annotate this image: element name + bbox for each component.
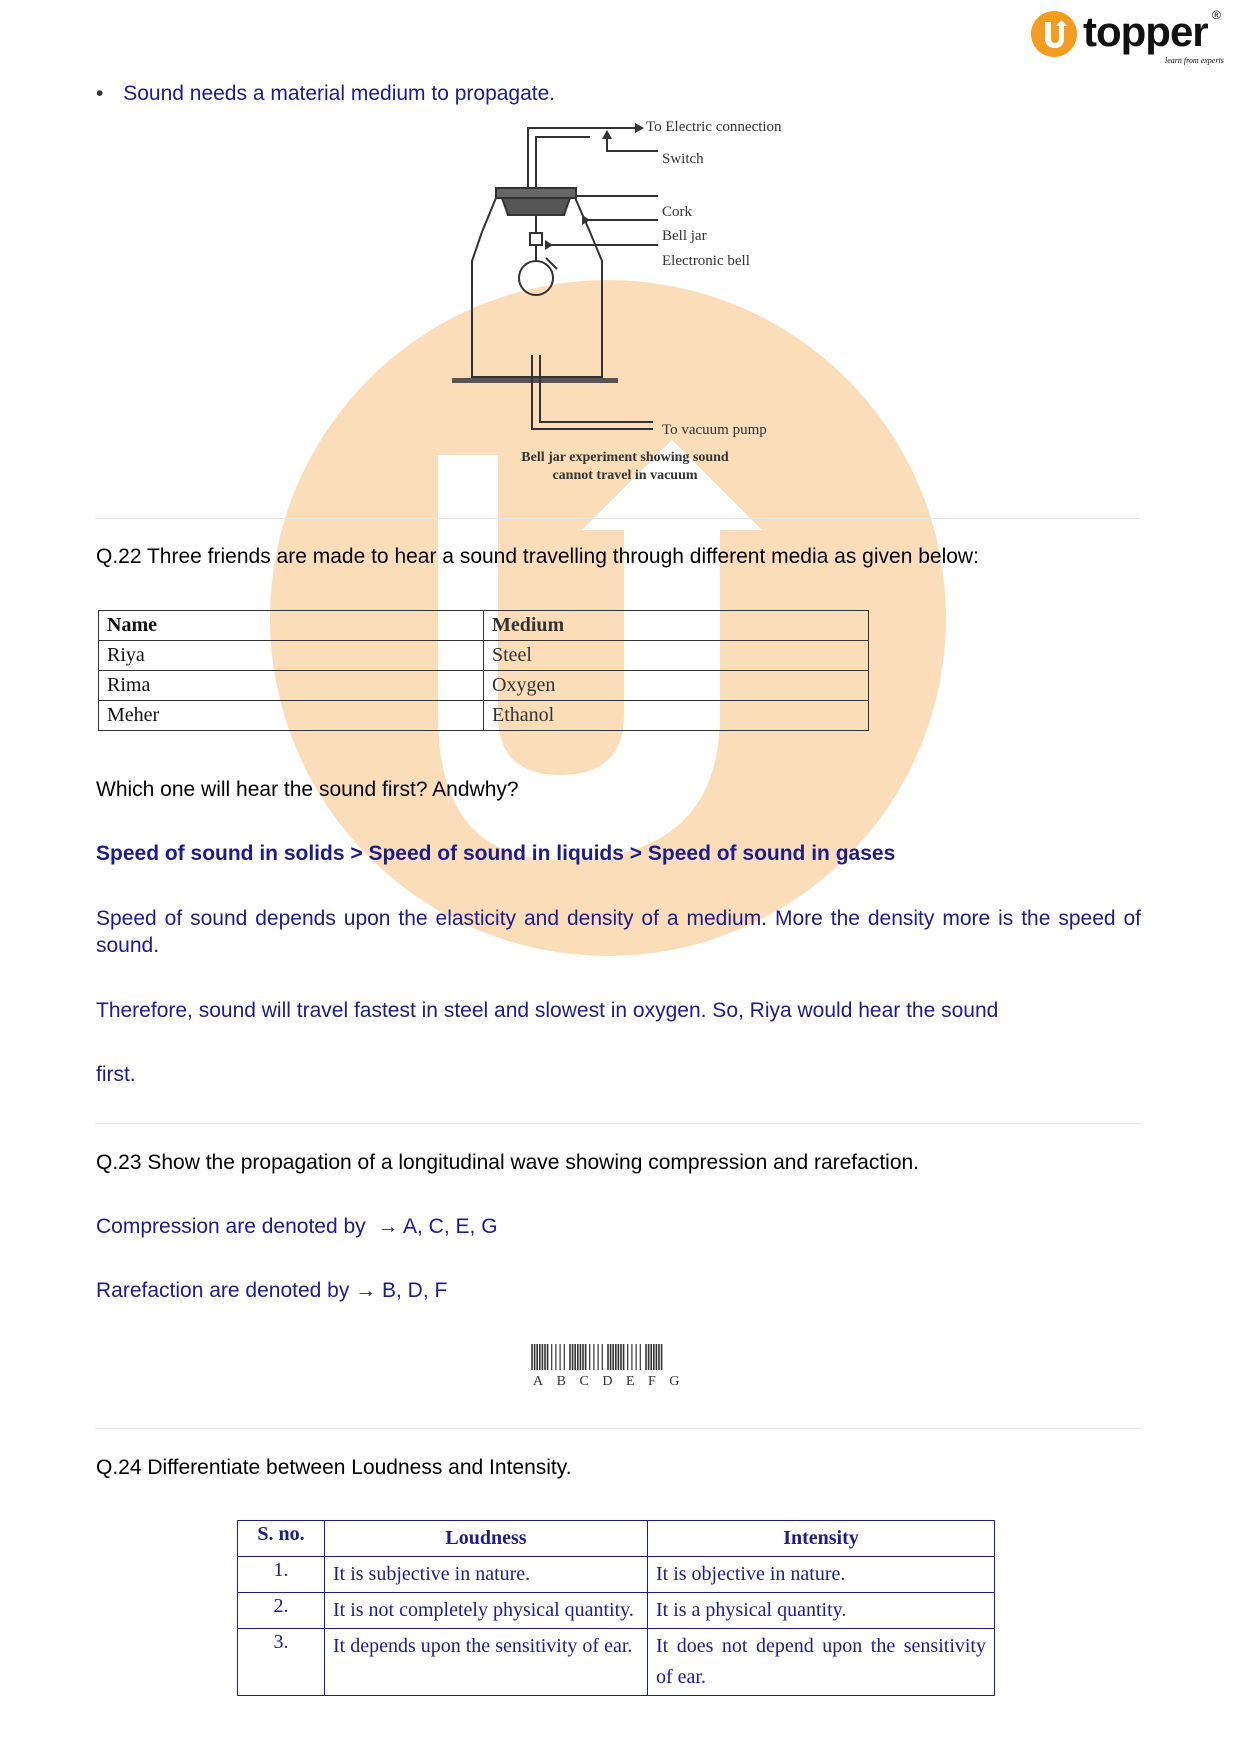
label-switch: Switch: [662, 151, 704, 167]
separator-1: [95, 518, 1140, 519]
cell-intensity: It does not depend upon the sensitivity of ear.: [648, 1629, 995, 1696]
header-intensity: Intensity: [648, 1521, 995, 1557]
cell-intensity: It is objective in nature.: [648, 1557, 995, 1593]
wave-label: F: [648, 1374, 657, 1389]
cell-sno: 3.: [238, 1629, 325, 1696]
table-header-row: [238, 1521, 995, 1557]
cell-intensity: It is a physical quantity.: [648, 1593, 995, 1629]
table-row: [99, 671, 869, 701]
q22-followup: Which one will hear the sound first? Andwhy?: [96, 778, 519, 801]
table-row: [238, 1557, 995, 1593]
cell-name: Rima: [99, 671, 484, 701]
q22-answer-paragraph-3: first.: [96, 1063, 136, 1086]
figure-caption-line-1: Bell jar experiment showing sound: [521, 450, 729, 465]
wave-label: E: [625, 1374, 636, 1389]
q22-question: Q.22 Three friends are made to hear a sound travelling through different media as given below:: [96, 545, 979, 568]
label-cork: Cork: [662, 204, 692, 220]
q24-question: Q.24 Differentiate between Loudness and Intensity.: [96, 1456, 572, 1479]
cell-sno: 2.: [238, 1593, 325, 1629]
header-sno: S. no.: [238, 1521, 325, 1557]
cell-loudness: It is subjective in nature.: [325, 1557, 648, 1593]
wave-label: B: [556, 1374, 567, 1389]
figure-caption: [480, 449, 770, 485]
wave-label: D: [602, 1374, 614, 1389]
logo-registered-mark: ®: [1212, 8, 1221, 22]
header-medium: Medium: [484, 611, 869, 641]
bullet-text: Sound needs a material medium to propagate.: [123, 82, 556, 105]
bullet-dot: •: [96, 82, 104, 105]
cell-sno: 1.: [238, 1557, 325, 1593]
cell-name: Riya: [99, 641, 484, 671]
wave-label: C: [579, 1374, 590, 1389]
bell-jar-figure: [440, 115, 820, 495]
separator-2: [95, 1123, 1140, 1124]
cell-medium: Ethanol: [484, 701, 869, 731]
label-vacuum-pump: To vacuum pump: [662, 422, 767, 438]
header-loudness: Loudness: [325, 1521, 648, 1557]
q24-table: [237, 1520, 995, 1696]
longitudinal-wave-figure: [530, 1342, 715, 1397]
table-header-row: [99, 611, 869, 641]
logo-wordmark: topper: [1083, 8, 1208, 55]
table-row: [99, 641, 869, 671]
cell-name: Meher: [99, 701, 484, 731]
cell-loudness: It is not completely physical quantity.: [325, 1593, 648, 1629]
separator-3: [95, 1428, 1140, 1429]
q23-compression: Compression are denoted by → A, C, E, G: [96, 1215, 498, 1238]
q23-question: Q.23 Show the propagation of a longitudinal wave showing compression and rarefaction.: [96, 1151, 920, 1174]
figure-caption-line-2: cannot travel in vacuum: [552, 468, 698, 483]
header-name: Name: [99, 611, 484, 641]
wave-labels: [533, 1374, 680, 1390]
q22-answer-paragraph-2: Therefore, sound will travel fastest in steel and slowest in oxygen. So, Riya would hear the sound: [96, 999, 999, 1022]
bullet-point: [96, 80, 555, 107]
topper-logo: [1030, 8, 1230, 68]
cell-medium: Oxygen: [484, 671, 869, 701]
table-row: [238, 1629, 995, 1696]
page-bottom-margin: [0, 1700, 1240, 1755]
longitudinal-wave-lines: [530, 1342, 715, 1374]
cell-loudness: It depends upon the sensitivity of ear.: [325, 1629, 648, 1696]
q22-answer-speed-order: Speed of sound in solids > Speed of sound in liquids > Speed of sound in gases: [96, 842, 896, 865]
q23-rarefaction: Rarefaction are denoted by → B, D, F: [96, 1279, 448, 1302]
logo-tagline: learn from experts: [1165, 56, 1224, 65]
table-row: [238, 1593, 995, 1629]
cell-medium: Steel: [484, 641, 869, 671]
label-electronic-bell: Electronic bell: [662, 253, 750, 269]
q22-answer-paragraph-1: Speed of sound depends upon the elasticity and density of a medium. More the density more is the speed of sound.: [96, 907, 1141, 957]
q22-table: [98, 610, 869, 731]
table-row: [99, 701, 869, 731]
wave-label: A: [533, 1374, 545, 1389]
label-bell-jar: Bell jar: [662, 228, 707, 244]
wave-label: G: [669, 1374, 681, 1389]
logo-u-icon: [1030, 10, 1078, 58]
label-electric-connection: To Electric connection: [646, 119, 782, 135]
